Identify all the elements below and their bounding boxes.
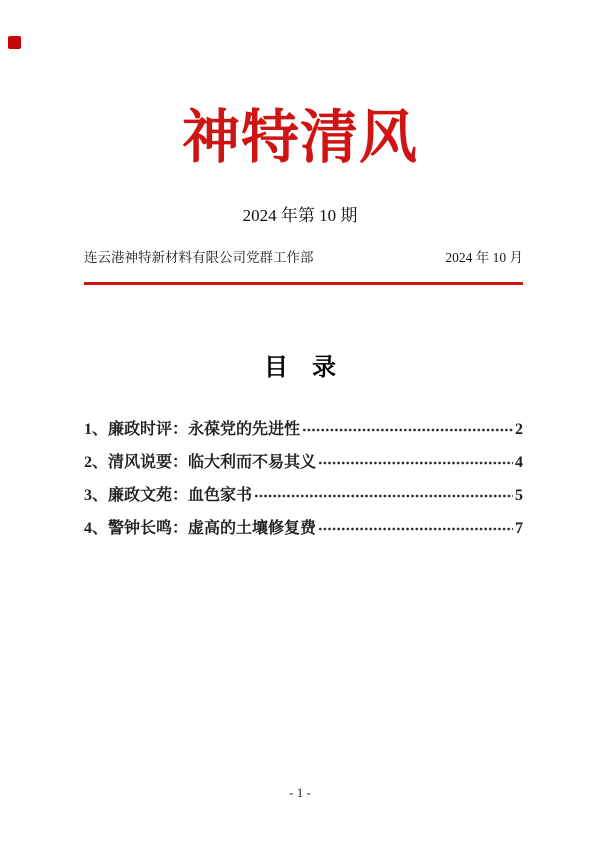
toc-entry-page: 2: [515, 421, 523, 438]
red-corner-mark-icon: [8, 36, 21, 49]
toc-heading: 目 录: [264, 355, 336, 381]
toc-entry-label: 4、警钟长鸣：虚高的土壤修复费: [84, 520, 317, 537]
publisher-name: 连云港神特新材料有限公司党群工作部: [84, 250, 314, 265]
toc-entry-page: 5: [515, 487, 523, 504]
toc-entry: [84, 420, 523, 439]
dot-leader: [254, 494, 513, 498]
page-number: - 1 -: [289, 785, 311, 800]
toc-entry-page: 7: [515, 520, 523, 537]
toc-entry: [84, 519, 523, 538]
dot-leader: [318, 461, 513, 465]
table-of-contents: [84, 420, 523, 552]
toc-entry-page: 4: [515, 454, 523, 471]
dot-leader: [318, 527, 513, 531]
dot-leader: [302, 428, 513, 432]
toc-entry-label: 2、清风说要：临大利而不易其义: [84, 454, 317, 471]
document-title: 神特清风: [181, 105, 418, 170]
publication-date: 2024 年 10 月: [445, 250, 523, 265]
red-divider-rule: [84, 282, 523, 285]
toc-entry-label: 1、廉政时评：永葆党的先进性: [84, 421, 301, 438]
toc-entry-label: 3、廉政文苑：血色家书: [84, 487, 253, 504]
issue-number: 2024 年第 10 期: [242, 206, 358, 225]
toc-entry: [84, 453, 523, 472]
toc-entry: [84, 486, 523, 505]
publisher-row: [84, 249, 523, 267]
